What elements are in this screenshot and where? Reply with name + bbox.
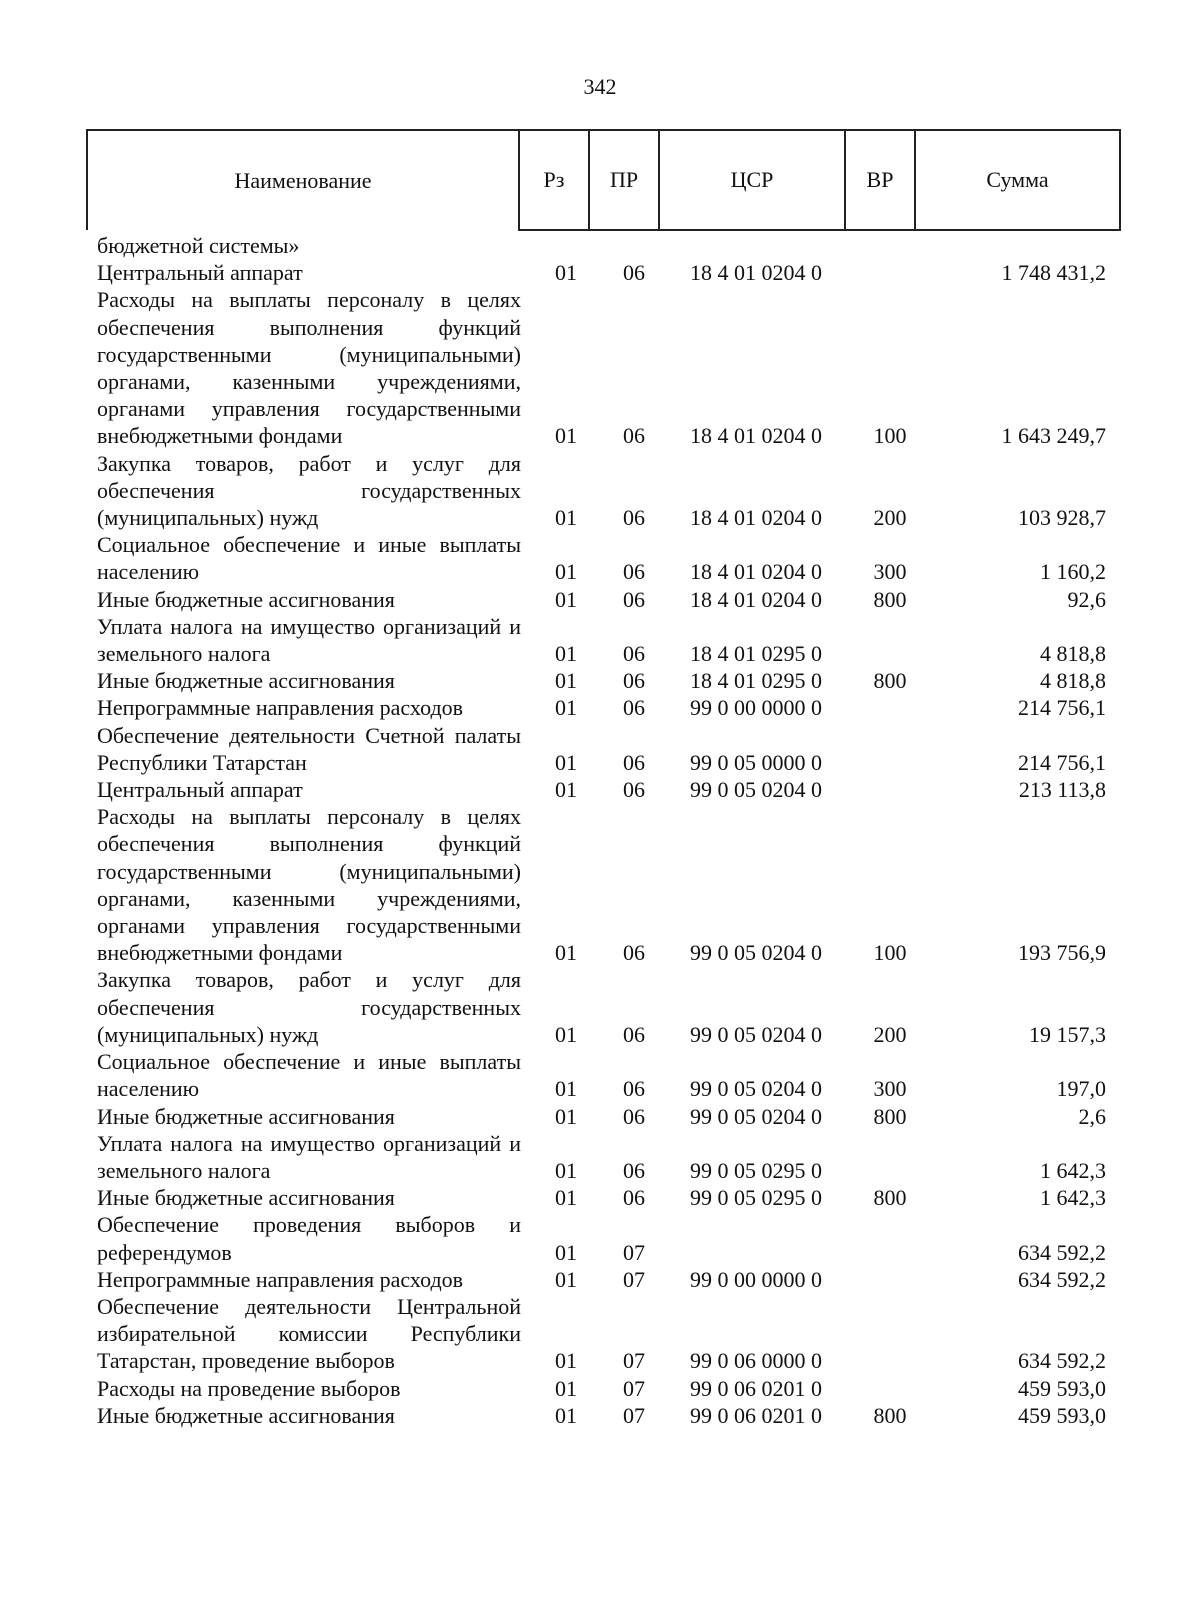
- row-csr: 18 4 01 0295 0: [690, 668, 822, 694]
- row-sum: 214 756,1: [1018, 695, 1106, 721]
- row-pr: 06: [623, 1185, 645, 1211]
- row-sum: 19 157,3: [1029, 1021, 1106, 1047]
- header-sum: Сумма: [915, 130, 1120, 230]
- header-csr: ЦСР: [659, 130, 845, 230]
- row-name: Социальное обеспечение и иные выплаты населению: [97, 532, 521, 585]
- row-rz: 01: [555, 1185, 577, 1211]
- row-sum: 1 642,3: [1040, 1185, 1106, 1211]
- row-sum: 1 642,3: [1040, 1157, 1106, 1183]
- table-header: [86, 129, 1121, 231]
- row-csr: 18 4 01 0204 0: [690, 505, 822, 531]
- table-row: [0, 803, 1200, 966]
- row-pr: 07: [623, 1348, 645, 1374]
- row-name: Уплата налога на имущество организаций и земельного налога: [97, 1130, 521, 1183]
- row-sum: 634 592,2: [1018, 1348, 1106, 1374]
- row-rz: 01: [555, 1402, 577, 1428]
- header-name: Наименование: [87, 130, 519, 230]
- row-rz: 01: [555, 940, 577, 966]
- row-pr: 07: [623, 1239, 645, 1265]
- table-row: [0, 966, 1200, 1048]
- row-name: Центральный аппарат: [97, 777, 303, 803]
- row-sum: 197,0: [1056, 1076, 1106, 1102]
- row-pr: 06: [623, 505, 645, 531]
- row-pr: 06: [623, 1021, 645, 1047]
- row-sum: 1 643 249,7: [1001, 423, 1106, 449]
- row-vr: 800: [873, 1103, 907, 1129]
- table-row: [0, 1375, 1200, 1402]
- row-rz: 01: [555, 586, 577, 612]
- table-row: [0, 259, 1200, 286]
- table-row: [0, 1402, 1200, 1429]
- table-row: [0, 1211, 1200, 1265]
- row-name: Иные бюджетные ассигнования: [97, 668, 395, 694]
- row-sum: 103 928,7: [1018, 505, 1106, 531]
- row-csr: 99 0 05 0295 0: [690, 1185, 822, 1211]
- row-pr: 07: [623, 1375, 645, 1401]
- table-row: [0, 586, 1200, 613]
- row-name: Закупка товаров, работ и услуг для обеспечения государственных (муниципальных) нужд: [97, 450, 521, 531]
- row-csr: 18 4 01 0204 0: [690, 586, 822, 612]
- row-vr: 100: [873, 423, 907, 449]
- row-name: Обеспечение деятельности Центральной избирательной комиссии Республики Татарстан, проведение выборов: [97, 1293, 521, 1374]
- row-sum: 214 756,1: [1018, 749, 1106, 775]
- row-pr: 06: [623, 423, 645, 449]
- row-pr: 06: [623, 1076, 645, 1102]
- row-rz: 01: [555, 641, 577, 667]
- row-vr: 800: [873, 1185, 907, 1211]
- row-rz: 01: [555, 1239, 577, 1265]
- row-sum: 193 756,9: [1018, 940, 1106, 966]
- row-csr: 99 0 00 0000 0: [690, 1266, 822, 1292]
- row-pr: 07: [623, 1402, 645, 1428]
- row-csr: 99 0 05 0204 0: [690, 940, 822, 966]
- row-rz: 01: [555, 1076, 577, 1102]
- row-vr: 100: [873, 940, 907, 966]
- row-name: Закупка товаров, работ и услуг для обеспечения государственных (муниципальных) нужд: [97, 967, 521, 1047]
- row-pr: 06: [623, 559, 645, 585]
- table-row: [0, 694, 1200, 721]
- row-sum: 634 592,2: [1018, 1239, 1106, 1265]
- row-csr: 99 0 05 0295 0: [690, 1157, 822, 1183]
- row-rz: 01: [555, 749, 577, 775]
- row-name: Социальное обеспечение и иные выплаты населению: [97, 1049, 521, 1102]
- row-name: бюджетной системы»: [97, 233, 300, 258]
- budget-table-body: [0, 232, 1200, 1429]
- row-name: Расходы на выплаты персоналу в целях обеспечения выполнения функций государственными (муниципальными) органами, казенными учреждениями, органами управления государственными внебюджетными фондами: [97, 804, 521, 966]
- row-csr: 18 4 01 0204 0: [690, 423, 822, 449]
- row-rz: 01: [555, 1375, 577, 1401]
- row-rz: 01: [555, 505, 577, 531]
- row-csr: 18 4 01 0204 0: [690, 559, 822, 585]
- row-name: Уплата налога на имущество организаций и земельного налога: [97, 613, 521, 667]
- table-row: [0, 1048, 1200, 1102]
- row-vr: 300: [873, 1076, 907, 1102]
- table-row: [0, 531, 1200, 585]
- row-rz: 01: [555, 1266, 577, 1292]
- row-name: Расходы на проведение выборов: [97, 1375, 401, 1401]
- row-sum: 1 748 431,2: [1001, 260, 1106, 286]
- row-csr: 99 0 05 0204 0: [690, 1076, 822, 1102]
- header-vr: ВР: [845, 130, 915, 230]
- row-name: Обеспечение деятельности Счетной палаты Республики Татарстан: [97, 722, 521, 775]
- row-sum: 4 818,8: [1040, 668, 1106, 694]
- row-rz: 01: [555, 559, 577, 585]
- row-csr: 99 0 05 0204 0: [690, 1103, 822, 1129]
- header-rz: Рз: [519, 130, 589, 230]
- row-sum: 459 593,0: [1018, 1375, 1106, 1401]
- row-name: Иные бюджетные ассигнования: [97, 1103, 395, 1129]
- table-row: [0, 1184, 1200, 1211]
- row-sum: 213 113,8: [1018, 777, 1106, 803]
- table-row: [0, 1266, 1200, 1293]
- row-vr: 800: [873, 668, 907, 694]
- table-row: [0, 232, 1200, 259]
- row-pr: 06: [623, 695, 645, 721]
- row-name: Центральный аппарат: [97, 260, 303, 286]
- row-rz: 01: [555, 1021, 577, 1047]
- row-pr: 07: [623, 1266, 645, 1292]
- row-name: Иные бюджетные ассигнования: [97, 586, 395, 612]
- row-csr: 18 4 01 0295 0: [690, 641, 822, 667]
- table-row: [0, 613, 1200, 667]
- table-row: [0, 1130, 1200, 1184]
- row-csr: 99 0 00 0000 0: [690, 695, 822, 721]
- row-pr: 06: [623, 260, 645, 286]
- row-name: Непрограммные направления расходов: [97, 695, 464, 721]
- row-csr: 99 0 06 0000 0: [690, 1348, 822, 1374]
- header-pr: ПР: [589, 130, 659, 230]
- row-vr: 800: [873, 1402, 907, 1428]
- row-csr: 99 0 06 0201 0: [690, 1375, 822, 1401]
- row-vr: 800: [873, 586, 907, 612]
- row-name: Иные бюджетные ассигнования: [97, 1185, 395, 1211]
- row-sum: 634 592,2: [1018, 1266, 1106, 1292]
- table-row: [0, 1293, 1200, 1375]
- page-number: 342: [583, 74, 617, 99]
- row-pr: 06: [623, 1103, 645, 1129]
- row-rz: 01: [555, 1348, 577, 1374]
- table-row: [0, 1103, 1200, 1130]
- table-row: [0, 722, 1200, 776]
- row-csr: 99 0 05 0204 0: [690, 1021, 822, 1047]
- row-pr: 06: [623, 777, 645, 803]
- row-csr: 99 0 06 0201 0: [690, 1402, 822, 1428]
- row-rz: 01: [555, 777, 577, 803]
- row-vr: 300: [873, 559, 907, 585]
- row-sum: 92,6: [1067, 586, 1106, 612]
- row-rz: 01: [555, 1157, 577, 1183]
- row-pr: 06: [623, 1157, 645, 1183]
- row-rz: 01: [555, 260, 577, 286]
- row-name: Обеспечение проведения выборов и референдумов: [97, 1212, 521, 1265]
- row-pr: 06: [623, 641, 645, 667]
- row-name: Расходы на выплаты персоналу в целях обеспечения выполнения функций государственными (муниципальными) органами, казенными учреждениями, органами управления государственными внебюджетными фондами: [97, 287, 521, 449]
- row-pr: 06: [623, 668, 645, 694]
- row-sum: 2,6: [1078, 1103, 1106, 1129]
- row-rz: 01: [555, 695, 577, 721]
- table-row: [0, 286, 1200, 449]
- row-pr: 06: [623, 586, 645, 612]
- row-vr: 200: [873, 1021, 907, 1047]
- row-rz: 01: [555, 668, 577, 694]
- table-row: [0, 450, 1200, 532]
- row-name: Непрограммные направления расходов: [97, 1266, 464, 1292]
- row-sum: 4 818,8: [1040, 641, 1106, 667]
- row-csr: 99 0 05 0000 0: [690, 749, 822, 775]
- row-rz: 01: [555, 423, 577, 449]
- row-pr: 06: [623, 749, 645, 775]
- row-vr: 200: [873, 505, 907, 531]
- row-rz: 01: [555, 1103, 577, 1129]
- row-sum: 459 593,0: [1018, 1402, 1106, 1428]
- row-sum: 1 160,2: [1040, 559, 1106, 585]
- row-csr: 99 0 05 0204 0: [690, 777, 822, 803]
- table-row: [0, 776, 1200, 803]
- row-csr: 18 4 01 0204 0: [690, 260, 822, 286]
- row-name: Иные бюджетные ассигнования: [97, 1402, 395, 1428]
- row-pr: 06: [623, 940, 645, 966]
- table-row: [0, 667, 1200, 694]
